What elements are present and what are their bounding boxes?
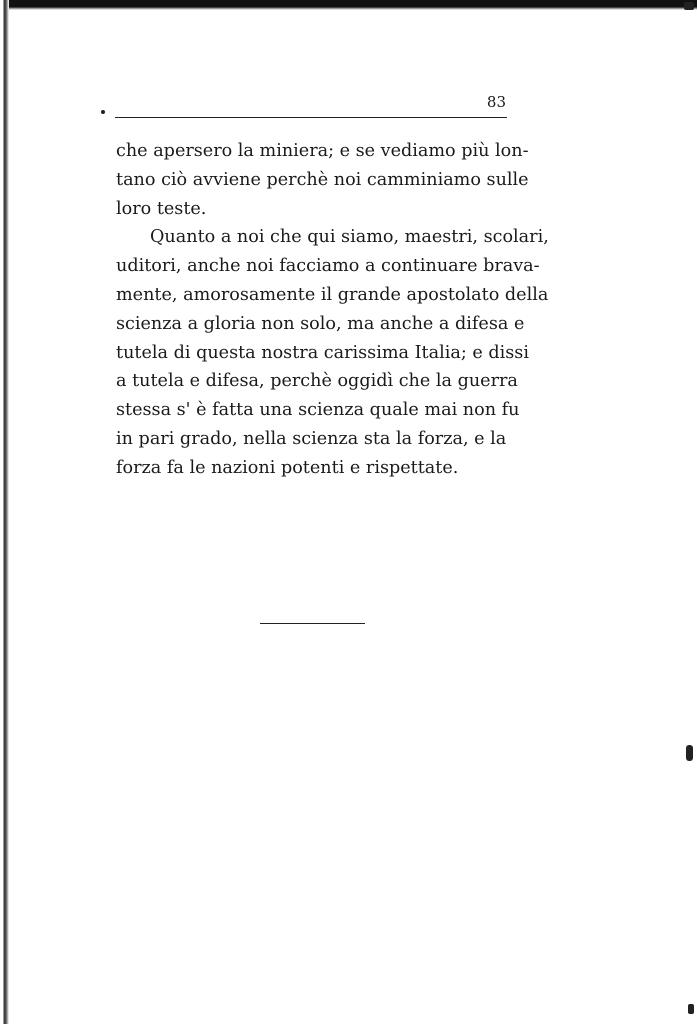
text-line: stessa s' è fatta una scienza quale mai non fu (116, 400, 520, 421)
text-line: uditori, anche noi facciamo a continuare brava- (116, 256, 540, 277)
scan-speck (101, 110, 105, 114)
text-line: forza fa le nazioni potenti e rispettate. (116, 457, 459, 478)
scan-speck (688, 1004, 694, 1014)
header-rule (115, 117, 507, 118)
text-line: a tutela e difesa, perchè oggidì che la guerra (116, 371, 518, 392)
text-line: tutela di questa nostra carissima Italia; e dissi (116, 342, 529, 363)
scan-speck (686, 745, 693, 761)
text-line: mente, amorosamente il grande apostolato della (116, 284, 549, 305)
paragraph (116, 137, 529, 223)
text-line: tano ciò avviene perchè noi camminiamo sulle (116, 169, 529, 190)
scan-top-border (0, 0, 697, 10)
paragraph (116, 223, 549, 482)
scan-left-binding (0, 0, 9, 1024)
page-number: 83 (486, 93, 506, 111)
text-line: che apersero la miniera; e se vediamo più lon- (116, 141, 529, 161)
body-text (116, 137, 549, 483)
text-line: in pari grado, nella scienza sta la forza, e la (116, 428, 507, 449)
scan-speck (684, 2, 694, 10)
end-rule (260, 623, 365, 624)
text-line: Quanto a noi che qui siamo, maestri, scolari, (150, 227, 549, 248)
text-line: scienza a gloria non solo, ma anche a difesa e (116, 313, 525, 334)
text-line: loro teste. (116, 198, 207, 219)
